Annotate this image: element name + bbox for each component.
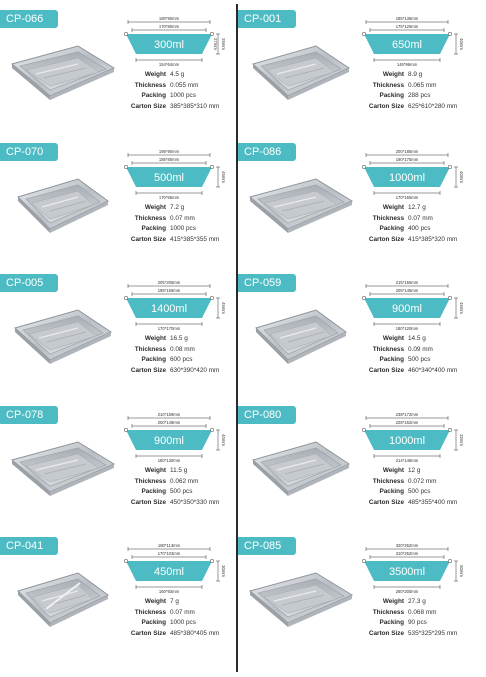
top-inner-dim: 228*162mm xyxy=(395,420,419,425)
height-dim: 25mm xyxy=(221,38,226,50)
spec-value-thickness: 0.07 mm xyxy=(408,214,433,222)
spec-table xyxy=(118,597,236,639)
spec-label: Packing xyxy=(141,225,166,232)
spec-row-weight xyxy=(118,466,236,477)
spec-label: Carton Size xyxy=(368,102,404,110)
product-code-badge: CP-080 xyxy=(238,406,296,424)
bottom-dim: 260*200mm xyxy=(395,589,419,594)
spec-value-packing: 600 pcs xyxy=(170,356,193,363)
spec-value-thickness: 0.09 mm xyxy=(408,345,433,353)
spec-row-thickness xyxy=(356,345,474,356)
product-card xyxy=(238,406,474,524)
spec-label: Thickness xyxy=(134,214,166,222)
spec-label: Packing xyxy=(141,488,166,495)
tray-photo xyxy=(244,561,356,639)
spec-value-carton: 450*350*330 mm xyxy=(170,498,220,506)
product-code-badge: CP-001 xyxy=(238,10,296,28)
dimension-diagram xyxy=(356,539,468,597)
spec-label: Thickness xyxy=(134,81,166,89)
spec-value-packing: 288 pcs xyxy=(408,92,431,99)
tray-photo xyxy=(6,167,118,245)
dimension-diagram xyxy=(118,539,230,597)
tray-photo xyxy=(6,34,118,112)
height-dim: 30mm xyxy=(221,565,226,577)
spec-value-weight: 7.2 g xyxy=(170,204,185,211)
spec-value-weight: 14.5 g xyxy=(408,335,426,342)
top-inner-dim: 175*125mm xyxy=(395,24,419,29)
height-dim: 32mm xyxy=(459,434,464,446)
spec-table xyxy=(356,466,474,508)
spec-value-thickness: 0.07 mm xyxy=(170,214,195,222)
spec-label: Packing xyxy=(379,225,404,232)
spec-label: Thickness xyxy=(134,608,166,616)
spec-label: Packing xyxy=(379,356,404,363)
bottom-dim: 154*64mm xyxy=(158,62,180,67)
spec-value-weight: 12 g xyxy=(408,467,421,474)
top-inner-dim: 200*149mm xyxy=(157,420,181,425)
bottom-dim: 180*130mm xyxy=(157,458,181,463)
spec-label: Thickness xyxy=(372,345,404,353)
capacity-label: 1000ml xyxy=(388,172,426,184)
spec-row-packing xyxy=(118,355,236,366)
top-inner-dim: 195*155mm xyxy=(157,288,181,293)
product-card xyxy=(238,274,474,392)
spec-row-thickness xyxy=(356,81,474,92)
dimension-diagram xyxy=(118,408,230,466)
spec-label: Weight xyxy=(144,335,166,342)
top-outer-dim: 185*135mm xyxy=(395,16,419,21)
spec-value-weight: 12.7 g xyxy=(408,204,426,211)
tray-photo xyxy=(6,298,118,376)
spec-value-carton: 415*385*355 mm xyxy=(170,235,220,243)
spec-label: Weight xyxy=(144,204,166,211)
spec-value-packing: 90 pcs xyxy=(408,619,427,626)
spec-value-packing: 500 pcs xyxy=(408,488,431,495)
capacity-label: 1000ml xyxy=(388,435,426,447)
spec-value-packing: 1000 pcs xyxy=(170,92,196,99)
product-code-badge: CP-085 xyxy=(238,537,296,555)
spec-row-packing xyxy=(356,487,474,498)
spec-value-thickness: 0.068 mm xyxy=(408,608,437,616)
spec-label: Thickness xyxy=(134,477,166,485)
spec-value-packing: 1000 pcs xyxy=(170,619,196,626)
product-code-badge: CP-059 xyxy=(238,274,296,292)
height-dim: 60mm xyxy=(459,565,464,577)
spec-label: Packing xyxy=(141,356,166,363)
spec-row-carton xyxy=(356,498,474,509)
spec-label: Thickness xyxy=(372,81,404,89)
spec-value-carton: 460*340*400 mm xyxy=(408,366,458,374)
dimension-diagram xyxy=(118,145,230,203)
spec-row-weight xyxy=(356,334,474,345)
spec-value-carton: 625*610*280 mm xyxy=(408,102,458,110)
product-code-badge: CP-086 xyxy=(238,143,296,161)
spec-row-weight xyxy=(356,466,474,477)
spec-value-carton: 535*325*295 mm xyxy=(408,629,458,637)
tray-photo xyxy=(244,167,356,245)
spec-label: Packing xyxy=(379,92,404,99)
spec-label: Thickness xyxy=(372,477,404,485)
spec-row-carton xyxy=(356,366,474,377)
top-outer-dim: 180*113mm xyxy=(157,543,181,548)
spec-table xyxy=(356,203,474,245)
dimension-diagram xyxy=(356,408,468,466)
spec-row-carton xyxy=(356,102,474,113)
dimension-diagram xyxy=(356,145,468,203)
spec-label: Carton Size xyxy=(130,235,166,243)
top-inner-dim: 310*252mm xyxy=(395,551,419,556)
spec-value-weight: 8.9 g xyxy=(408,71,423,78)
spec-label: Weight xyxy=(144,71,166,78)
bottom-dim: 170*65mm xyxy=(158,195,180,200)
spec-label: Thickness xyxy=(372,214,404,222)
height-dim: 45mm xyxy=(221,302,226,314)
spec-row-packing xyxy=(118,618,236,629)
product-code-badge: CP-041 xyxy=(0,537,58,555)
spec-value-thickness: 0.08 mm xyxy=(170,345,195,353)
spec-value-weight: 27.3 g xyxy=(408,598,426,605)
capacity-label: 1400ml xyxy=(150,303,188,315)
spec-value-thickness: 0.055 mm xyxy=(170,81,199,89)
spec-row-thickness xyxy=(118,214,236,225)
spec-row-weight xyxy=(118,203,236,214)
height-dim: 45mm xyxy=(459,302,464,314)
capacity-label: 500ml xyxy=(154,172,184,184)
spec-row-packing xyxy=(356,224,474,235)
spec-label: Carton Size xyxy=(368,498,404,506)
spec-value-thickness: 0.062 mm xyxy=(170,477,199,485)
product-card xyxy=(238,537,474,655)
capacity-label: 300ml xyxy=(154,39,184,51)
spec-value-carton: 415*385*320 mm xyxy=(408,235,458,243)
spec-label: Weight xyxy=(382,335,404,342)
tray-photo xyxy=(244,298,356,376)
top-inner-dim: 170*80mm xyxy=(158,24,180,29)
top-outer-dim: 180*90mm xyxy=(158,16,180,21)
spec-value-packing: 500 pcs xyxy=(408,356,431,363)
height-dim-alt: 27mm xyxy=(213,38,218,50)
spec-row-weight xyxy=(356,203,474,214)
spec-value-weight: 7 g xyxy=(170,598,179,605)
product-card xyxy=(0,10,236,128)
spec-row-carton xyxy=(118,366,236,377)
bottom-dim: 170*170mm xyxy=(157,326,181,331)
spec-label: Carton Size xyxy=(130,102,166,110)
spec-label: Packing xyxy=(141,619,166,626)
spec-row-thickness xyxy=(356,477,474,488)
product-card xyxy=(0,143,236,261)
spec-row-weight xyxy=(356,597,474,608)
spec-row-thickness xyxy=(118,81,236,92)
spec-label: Carton Size xyxy=(368,235,404,243)
spec-row-thickness xyxy=(356,608,474,619)
tray-photo xyxy=(6,561,118,639)
top-outer-dim: 238*172mm xyxy=(395,412,419,417)
top-inner-dim: 185*80mm xyxy=(158,157,180,162)
tray-photo xyxy=(244,430,356,508)
spec-value-weight: 11.5 g xyxy=(170,467,188,474)
spec-label: Thickness xyxy=(372,608,404,616)
product-card xyxy=(238,143,474,261)
top-outer-dim: 200*185mm xyxy=(395,149,419,154)
spec-label: Packing xyxy=(379,619,404,626)
spec-value-packing: 400 pcs xyxy=(408,225,431,232)
spec-label: Carton Size xyxy=(368,366,404,374)
bottom-dim: 180*120mm xyxy=(395,326,419,331)
spec-table xyxy=(356,70,474,112)
dimension-diagram xyxy=(118,12,230,70)
spec-table xyxy=(118,466,236,508)
top-outer-dim: 195*90mm xyxy=(158,149,180,154)
spec-row-weight xyxy=(118,334,236,345)
spec-label: Weight xyxy=(144,598,166,605)
bottom-dim: 160*93mm xyxy=(158,589,180,594)
spec-value-thickness: 0.065 mm xyxy=(408,81,437,89)
spec-table xyxy=(356,597,474,639)
spec-row-thickness xyxy=(118,608,236,619)
spec-label: Carton Size xyxy=(130,629,166,637)
spec-label: Weight xyxy=(382,204,404,211)
spec-row-carton xyxy=(118,629,236,640)
spec-row-carton xyxy=(118,102,236,113)
spec-label: Weight xyxy=(382,598,404,605)
spec-value-thickness: 0.072 mm xyxy=(408,477,437,485)
spec-value-carton: 485*380*405 mm xyxy=(170,629,220,637)
spec-row-carton xyxy=(118,235,236,246)
product-code-badge: CP-066 xyxy=(0,10,58,28)
spec-row-carton xyxy=(118,498,236,509)
bottom-dim: 170*155mm xyxy=(395,195,419,200)
spec-row-carton xyxy=(356,629,474,640)
spec-label: Carton Size xyxy=(130,366,166,374)
capacity-label: 450ml xyxy=(154,566,184,578)
spec-label: Carton Size xyxy=(368,629,404,637)
top-outer-dim: 320*262mm xyxy=(395,543,419,548)
product-code-badge: CP-070 xyxy=(0,143,58,161)
spec-value-weight: 4.5 g xyxy=(170,71,185,78)
top-outer-dim: 205*205mm xyxy=(157,280,181,285)
height-dim: 45mm xyxy=(221,171,226,183)
spec-row-packing xyxy=(118,224,236,235)
spec-value-thickness: 0.07 mm xyxy=(170,608,195,616)
spec-row-packing xyxy=(356,618,474,629)
spec-row-packing xyxy=(118,91,236,102)
product-card xyxy=(238,10,474,128)
spec-row-carton xyxy=(356,235,474,246)
spec-table xyxy=(118,203,236,245)
dimension-diagram xyxy=(356,12,468,70)
spec-label: Weight xyxy=(382,71,404,78)
spec-row-packing xyxy=(356,91,474,102)
spec-value-weight: 16.5 g xyxy=(170,335,188,342)
bottom-dim: 214*148mm xyxy=(395,458,419,463)
spec-row-thickness xyxy=(118,345,236,356)
spec-label: Weight xyxy=(144,467,166,474)
tray-photo xyxy=(244,34,356,112)
spec-table xyxy=(356,334,474,376)
product-card xyxy=(0,274,236,392)
spec-label: Weight xyxy=(382,467,404,474)
spec-label: Carton Size xyxy=(130,498,166,506)
spec-row-weight xyxy=(118,70,236,81)
bottom-dim: 146*96mm xyxy=(396,62,418,67)
product-code-badge: CP-005 xyxy=(0,274,58,292)
height-dim: 40mm xyxy=(459,171,464,183)
spec-table xyxy=(118,334,236,376)
spec-label: Thickness xyxy=(134,345,166,353)
top-outer-dim: 215*155mm xyxy=(395,280,419,285)
capacity-label: 900ml xyxy=(154,435,184,447)
capacity-label: 3500ml xyxy=(388,566,426,578)
spec-label: Packing xyxy=(141,92,166,99)
spec-value-carton: 385*385*310 mm xyxy=(170,102,220,110)
spec-row-packing xyxy=(118,487,236,498)
height-dim: 40mm xyxy=(221,434,226,446)
spec-row-weight xyxy=(118,597,236,608)
top-inner-dim: 190*175mm xyxy=(395,157,419,162)
spec-row-thickness xyxy=(118,477,236,488)
product-card xyxy=(0,537,236,655)
spec-row-weight xyxy=(356,70,474,81)
spec-row-packing xyxy=(356,355,474,366)
height-dim: 40mm xyxy=(459,38,464,50)
spec-value-packing: 1000 pcs xyxy=(170,225,196,232)
capacity-label: 650ml xyxy=(392,39,422,51)
top-inner-dim: 205*145mm xyxy=(395,288,419,293)
spec-row-thickness xyxy=(356,214,474,225)
spec-value-carton: 630*390*420 mm xyxy=(170,366,220,374)
spec-table xyxy=(118,70,236,112)
product-card xyxy=(0,406,236,524)
top-inner-dim: 170*103mm xyxy=(157,551,181,556)
capacity-label: 900ml xyxy=(392,303,422,315)
tray-photo xyxy=(6,430,118,508)
top-outer-dim: 210*159mm xyxy=(157,412,181,417)
spec-label: Packing xyxy=(379,488,404,495)
dimension-diagram xyxy=(118,276,230,334)
spec-value-packing: 500 pcs xyxy=(170,488,193,495)
dimension-diagram xyxy=(356,276,468,334)
spec-value-carton: 485*355*400 mm xyxy=(408,498,458,506)
product-code-badge: CP-078 xyxy=(0,406,58,424)
